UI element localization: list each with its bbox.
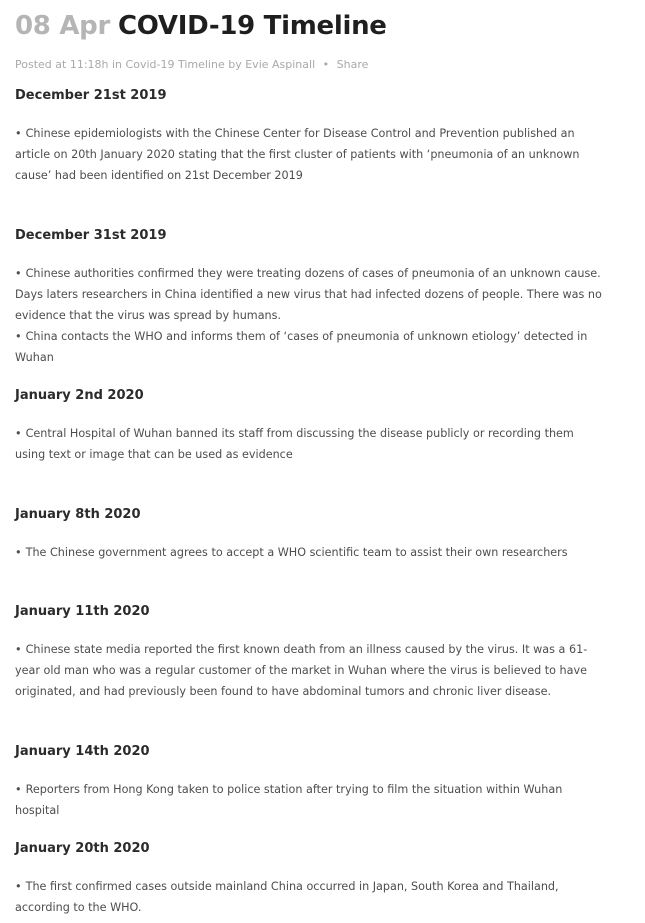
meta-time: 11:18h <box>69 58 109 71</box>
meta-in: in <box>112 58 123 71</box>
bullet-icon: • <box>15 643 22 656</box>
timeline-item-text: The first confirmed cases outside mainland China occurred in Japan, South Korea and Thailand, according to the WHO. <box>15 880 559 914</box>
timeline-item-text: China contacts the WHO and informs them of ‘cases of pneumonia of unknown etiology’ detected in Wuhan <box>15 330 588 364</box>
timeline-item-text: Chinese authorities confirmed they were treating dozens of cases of pneumonia of an unknown cause. Days laters researchers in China identified a new virus that had infected dozens of people. There was no evidence that the virus was spread by humans. <box>15 267 602 322</box>
bullet-icon: • <box>15 267 22 280</box>
section-body <box>15 542 605 563</box>
timeline-section <box>15 603 605 702</box>
timeline-item-text: Chinese state media reported the first known death from an illness caused by the virus. It was a 61-year old man who was a regular customer of the market in Wuhan where the virus is believed to have originated, and had previously been found to have abdominal tumors and chronic liver disease. <box>15 643 588 698</box>
timeline-section <box>15 743 605 821</box>
timeline-item <box>15 123 605 186</box>
section-heading: January 2nd 2020 <box>15 388 144 403</box>
section-heading: January 14th 2020 <box>15 744 150 759</box>
section-body <box>15 423 605 465</box>
share-link[interactable]: Share <box>336 58 369 71</box>
meta-by: by <box>228 58 242 71</box>
bullet-icon: • <box>15 783 22 796</box>
timeline-item-text: Central Hospital of Wuhan banned its staff from discussing the disease publicly or recording them using text or image that can be used as evidence <box>15 427 574 461</box>
timeline-item-text: Chinese epidemiologists with the Chinese Center for Disease Control and Prevention published an article on 20th January 2020 stating that the first cluster of patients with ‘pneumonia of an unknown cause’ had been identified on 21st December 2019 <box>15 127 580 182</box>
timeline-section <box>15 506 605 563</box>
section-body <box>15 876 605 918</box>
timeline-section <box>15 87 605 186</box>
post-title-text: COVID-19 Timeline <box>118 11 387 41</box>
timeline-item-text: Reporters from Hong Kong taken to police station after trying to film the situation within Wuhan hospital <box>15 783 563 817</box>
post-title <box>15 10 605 42</box>
timeline-item-text: The Chinese government agrees to accept a WHO scientific team to assist their own researchers <box>25 546 568 559</box>
section-body <box>15 263 605 368</box>
timeline-item <box>15 263 605 326</box>
section-heading: December 21st 2019 <box>15 88 167 103</box>
timeline-section <box>15 387 605 465</box>
category-link[interactable]: Covid-19 Timeline <box>125 58 225 71</box>
timeline-item <box>15 876 605 918</box>
section-heading: January 11th 2020 <box>15 604 150 619</box>
timeline-item <box>15 542 605 563</box>
timeline-item <box>15 423 605 465</box>
post-meta <box>15 58 605 72</box>
bullet-icon: • <box>15 546 22 559</box>
timeline-section <box>15 840 605 918</box>
section-body <box>15 639 605 702</box>
timeline-item <box>15 779 605 821</box>
section-heading: January 8th 2020 <box>15 507 141 522</box>
bullet-icon: • <box>15 427 22 440</box>
bullet-icon: • <box>15 330 22 343</box>
timeline-item <box>15 639 605 702</box>
meta-separator: • <box>322 58 330 71</box>
timeline-section <box>15 227 605 368</box>
section-body <box>15 779 605 821</box>
post-date: 08 Apr <box>15 11 110 41</box>
bullet-icon: • <box>15 880 22 893</box>
meta-prefix: Posted at <box>15 58 67 71</box>
section-heading: January 20th 2020 <box>15 841 150 856</box>
author-link[interactable]: Evie Aspinall <box>245 58 316 71</box>
bullet-icon: • <box>15 127 22 140</box>
section-heading: December 31st 2019 <box>15 228 167 243</box>
timeline-item <box>15 326 605 368</box>
section-body <box>15 123 605 186</box>
